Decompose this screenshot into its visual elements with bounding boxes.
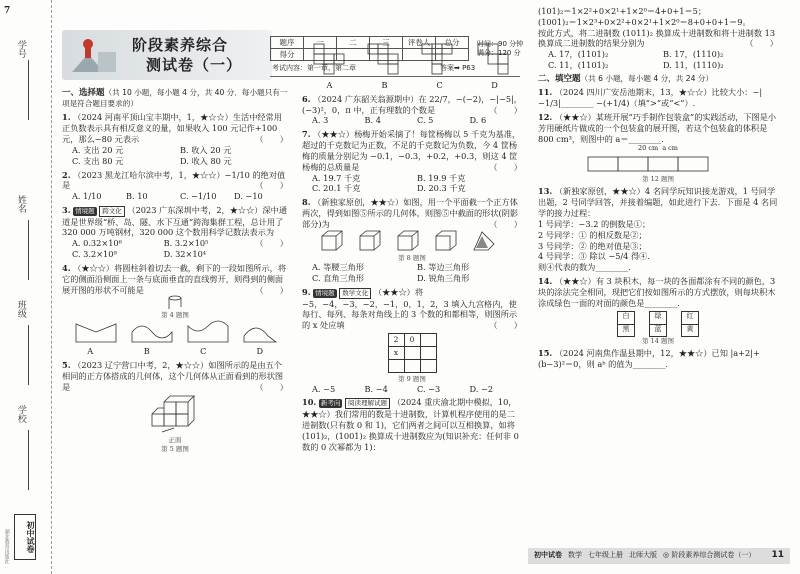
options: [302, 384, 522, 395]
answer-paren[interactable]: （ ）: [489, 320, 522, 331]
column-middle: [302, 80, 522, 455]
dim-label: a cm: [662, 144, 678, 153]
magic-square: [388, 333, 437, 373]
grid-cell: 0: [404, 334, 420, 347]
option-d[interactable]: D. 锐角三角形: [417, 273, 470, 284]
question-number: 5.: [62, 359, 71, 370]
question-text: （2024 河南平顶山宝丰期中，1，★☆☆）生活中经常用正负数表示具有相反意义的量，如果收入 100 元记作+100 元，那么−80 元表示: [62, 112, 282, 145]
question-1: [62, 112, 288, 166]
tag-situation: 情境题: [315, 289, 335, 297]
section-desc: （共 10 小题，每小题 4 分，共 40 分．每小题只有一项是符合题目要求的）: [62, 88, 288, 109]
option-b[interactable]: B. 4: [364, 115, 381, 126]
grid-cell: [420, 334, 436, 347]
figure-labels: [62, 346, 288, 357]
score-cell: 题序: [271, 37, 304, 49]
cube-3: [681, 311, 699, 337]
option-c[interactable]: C. 3.2×10⁹: [72, 249, 117, 260]
option-c[interactable]: C. 支出 80 元: [72, 155, 124, 166]
question-text: （2024 重庆渝北期中模拟，10，★★☆）我们常用的数是十进制数，计算机程序使用的是二进制数(只有数 0 和 1)，它们两者之间可以互相换算，如将 (101)₂，(1001)₂ 换算成十进制数应为(知识补充：任何非 0 数的 0 次幂都为 1)：: [302, 397, 519, 452]
grid-cell: x: [388, 347, 404, 360]
question-number: 13.: [538, 186, 553, 197]
option-d[interactable]: D. −10: [234, 191, 263, 202]
corner-mark: 7: [4, 6, 11, 16]
question-number: 2.: [62, 169, 71, 180]
tag-new: 新考向: [320, 399, 341, 408]
question-number: 6.: [302, 93, 311, 104]
option-a[interactable]: A. 3: [312, 115, 329, 126]
options: [62, 238, 255, 260]
title-banner: [62, 30, 272, 80]
section-choice: [62, 88, 288, 110]
grid-cell: [420, 347, 436, 360]
column-right: [538, 6, 778, 373]
tag-type: 跨文化: [99, 206, 125, 217]
grid-cell: [404, 347, 420, 360]
page-number: 11: [771, 550, 784, 561]
score-cell: 一: [304, 37, 337, 49]
option-a[interactable]: A. 0.32×10⁶: [72, 238, 122, 249]
option-c[interactable]: C: [200, 346, 207, 357]
question-11: [538, 87, 778, 109]
blank-line: [28, 60, 29, 120]
figure-caption: 第 14 题图: [642, 336, 674, 345]
option-b[interactable]: B: [143, 346, 150, 357]
question-text: （★☆☆）将圆柱斜着切去一截，剩下的一段如图所示，将它的侧面沿侧面上一条与底面垂直的直线剪开，则得到的侧面展开图的形状不可能是: [62, 262, 287, 295]
field-name: 姓名: [15, 195, 26, 213]
cube-1: [617, 311, 635, 337]
option-b[interactable]: B. 等边三角形: [417, 262, 470, 273]
question-text: （新独家原创，★★☆）如图，用一个平面截一个正方体两次，得到如图⑤所示的几何体，则图⑤中截面的形状(阴影部分)为: [302, 197, 519, 229]
options: [538, 49, 778, 71]
figure-caption: 第 9 题图: [398, 375, 426, 384]
blank-line: [28, 220, 29, 280]
answer-paren[interactable]: （ ）: [255, 284, 288, 295]
question-number: 10.: [302, 397, 317, 408]
score-cell: 总分: [436, 37, 469, 49]
unfold-options-icon: [62, 320, 288, 346]
option-d[interactable]: D. 6: [469, 115, 487, 126]
option-d[interactable]: D: [491, 80, 498, 90]
question-text[interactable]: （★★☆）有 3 块积木，每一块的各面都涂有不同的颜色，3 块的涂法完全相同，现把它们按如图所示的方式摆放，则每块积木涂成绿色一面的对面的颜色是________．: [538, 276, 776, 308]
question-text: （2023 黑龙江哈尔滨中考，1，★☆☆）−1/10 的绝对值是: [62, 169, 286, 191]
question-8: [302, 197, 522, 284]
option-b[interactable]: B: [381, 80, 388, 90]
full-score: 满分：120 分: [477, 49, 521, 58]
option-d[interactable]: D. 20.3 千克: [417, 183, 466, 194]
face-label: 红: [686, 311, 694, 320]
face-label: 黑: [618, 324, 634, 336]
title-line1: 阶段素养综合: [132, 36, 229, 54]
options: [302, 115, 522, 126]
cube-faces: [538, 311, 778, 337]
answer-paren[interactable]: （ ）: [489, 161, 522, 172]
question-number: 4.: [62, 262, 71, 273]
front-label: 正面: [168, 436, 182, 445]
question-number: 15.: [538, 348, 553, 359]
option-c[interactable]: C. 11，(1101)₂: [548, 60, 609, 71]
cube-stack-figure-icon: [62, 392, 288, 436]
option-d[interactable]: D. −2: [469, 383, 494, 394]
footer-subject: 数学: [568, 551, 582, 560]
face-label: 白: [622, 311, 630, 320]
question-9: [302, 287, 522, 394]
score-cell: 二: [337, 37, 370, 49]
answer-paren[interactable]: （ ）: [255, 238, 288, 249]
option-a[interactable]: A. 1/10: [72, 191, 102, 202]
figure-caption: 第 8 题图: [398, 253, 426, 262]
cut-cube-figure-icon: [302, 230, 522, 254]
options: [62, 191, 288, 202]
option-d[interactable]: D. 32×10⁴: [163, 249, 207, 260]
answer-paren[interactable]: （ ）: [255, 381, 288, 392]
question-5: [62, 360, 288, 454]
face-label: 绿: [654, 311, 662, 320]
nets-labels: [302, 80, 522, 91]
question-6: [302, 94, 522, 126]
question-7: [302, 129, 522, 194]
section-fill: [538, 74, 778, 85]
question-2: [62, 170, 288, 202]
brand-box: 初中试卷: [14, 514, 36, 560]
cube-2: [649, 311, 667, 337]
question-10: [302, 397, 522, 452]
question-text: 按此方式，将二进制数 (1011)₂ 换算成十进制数和将十进制数 13 换算成二进制数的结果分别为: [538, 27, 776, 49]
option-b[interactable]: B. 19.9 千克: [417, 172, 466, 183]
option-a[interactable]: A. −5: [312, 383, 336, 394]
figure-caption: 第 5 题图: [161, 444, 189, 453]
score-cell: 三: [370, 37, 403, 49]
option-d[interactable]: D. 11，(1110)₂: [663, 60, 724, 71]
footer-grade: 七年级上册: [588, 551, 623, 560]
figure-caption: 第 4 题图: [161, 311, 189, 320]
question-text[interactable]: （2024 四川广安岳池期末，13，★☆☆）比较大小：−|−1/3|________ −(+1/4)（填“>”或“<”）.: [538, 87, 763, 109]
question-12: [538, 112, 778, 184]
question-number: 3.: [62, 205, 71, 216]
option-a[interactable]: A: [87, 346, 94, 357]
question-text: （★★☆）杨梅开始采摘了！每筐杨梅以 5 千克为基准，超过的千克数记为正数，不足的千克数记为负数，今 4 筐杨梅的质量分别记为 −0.1，−0.3，+0.2，+0.3，则这 4 筐杨梅的总质量是: [302, 129, 521, 172]
field-student-no: 学号: [15, 40, 26, 58]
section-title: 二、填空题: [538, 73, 581, 84]
blank-line: [28, 325, 29, 385]
score-cell: 评卷人: [403, 37, 436, 49]
question-3: [62, 205, 288, 260]
option-d[interactable]: D. 收入 80 元: [180, 155, 232, 166]
question-text: （2024 广东韶关翁源期中）在 22/7，−(−2)，−|−5|，(−3)²，0，π 中，正有理数的个数是: [302, 93, 522, 115]
answer-paren[interactable]: （ ）: [255, 180, 288, 191]
time-limit: 时间：90 分钟: [477, 40, 524, 48]
face-label: 蓝: [650, 324, 666, 336]
option-c[interactable]: C. −3: [417, 383, 441, 394]
section-title: 一、选择题: [62, 88, 105, 98]
answer-ref: 答案➡ P63: [440, 64, 476, 72]
question-number: 9.: [302, 287, 311, 297]
question-text[interactable]: （★★☆）某班开展“巧手制作包装盒”的实践活动，下图是小芳用硬纸片做成的一个包装盒的展开图，若这个包装盒的体积是 800 cm³，则图中的 a＝________．: [538, 111, 777, 144]
answer-paren[interactable]: （ ）: [255, 134, 288, 145]
question-number: 14.: [538, 276, 553, 287]
option-d[interactable]: D: [256, 346, 264, 357]
option-b[interactable]: B. 收入 20 元: [180, 144, 232, 155]
option-a[interactable]: A: [326, 80, 333, 90]
tag-type: 数学文化: [339, 288, 371, 299]
option-b[interactable]: B. 10: [126, 191, 148, 202]
grid-cell: [388, 360, 404, 373]
option-a[interactable]: A. 支出 20 元: [72, 144, 124, 155]
option-b[interactable]: B. −4: [364, 383, 388, 394]
grid-cell: [404, 360, 420, 373]
question-text: （★★☆）将 −5，−4，−3，−2，−1，0，1，2，3 填入九宫格内，使每行、每列、每条对角线上的 3 个数的和都相等，则图所示的 x 处应填: [302, 287, 518, 331]
field-class: 班级: [15, 300, 26, 318]
question-number: 1.: [62, 112, 71, 123]
tag-situation: 情境题: [75, 207, 95, 216]
options: [302, 173, 522, 195]
box-net-figure-icon: [538, 153, 778, 175]
option-c[interactable]: C: [436, 80, 443, 90]
step-line: 1 号同学：−3.2 的倒数是①；: [538, 218, 651, 229]
figure-caption: 第 12 题图: [642, 174, 674, 183]
question-10-cont: [538, 6, 778, 71]
question-4: [62, 263, 288, 357]
question-text: （2023 辽宁营口中考，2，★☆☆）如图所示的是由五个相同的正方体搭成的几何体，这个几何体从正面看到的形状图是: [62, 359, 284, 392]
option-a[interactable]: A. 19.7 千克: [312, 172, 361, 183]
step-line: 4 号同学：③ 除以 −5/4 得④．: [538, 251, 656, 262]
option-b[interactable]: B. 17，(1110)₂: [663, 49, 724, 60]
tag-type: 阅读理解试题: [345, 398, 390, 409]
footer-brand: 初中试卷: [534, 551, 562, 560]
footer-title: ◎ 阶段素养综合测试卷（一）: [663, 551, 756, 560]
blank-line: [28, 430, 29, 490]
field-school: 学校: [15, 405, 26, 423]
dim-label: 20 cm: [638, 144, 659, 153]
banner-illustration-icon: [68, 34, 124, 76]
grid-cell: 2: [388, 334, 404, 347]
title-line2: 测试卷（一）: [146, 56, 243, 74]
answer-paren[interactable]: （ ）: [489, 218, 522, 229]
box-dims: [538, 144, 778, 153]
nets-figure-icon: [302, 40, 522, 80]
question-ask[interactable]: 则④代表的数为________．: [538, 262, 637, 273]
option-b[interactable]: B. 3.2×10⁵: [163, 238, 209, 249]
option-c[interactable]: C. −1/10: [180, 191, 217, 202]
option-a[interactable]: A. 等腰三角形: [312, 262, 365, 273]
worked-example-2: (1001)₂＝1×2³+0×2²+0×2¹+1×2⁰＝8+0+0+1＝9。: [538, 16, 751, 27]
answer-paren[interactable]: （ ）: [489, 104, 522, 115]
option-c[interactable]: C. 5: [417, 115, 434, 126]
option-c[interactable]: C. 20.1 千克: [312, 183, 361, 194]
page-footer: [528, 548, 790, 564]
question-number: 8.: [302, 197, 311, 208]
step-line: 2 号同学：① 的相反数是②；: [538, 229, 647, 240]
cylinder-figure-icon: [62, 295, 288, 311]
answer-paren[interactable]: （ ）: [745, 38, 778, 49]
grid-cell: [420, 360, 436, 373]
question-text: （2023 广东深圳中考，2，★☆☆）深中通道是世界级“桥、岛、隧、水下互通”跨海集群工程，总计用了 320 000 万吨钢材，320 000 这个数用科学记数法表示为: [62, 205, 288, 238]
section-desc: （共 6 小题，每小题 4 分，共 24 分）: [580, 73, 714, 83]
binding-strip: [0, 0, 52, 574]
question-text: （新独家原创，★★☆）4 名同学玩知识接龙游戏，1 号同学出题，2 号同学回答，并接着编题，如此进行下去．下面是 4 名同学的接力过程：: [538, 186, 778, 219]
score-cell: 得分: [271, 49, 304, 61]
option-c[interactable]: C. 直角三角形: [312, 273, 365, 284]
column-left: [62, 88, 288, 456]
exam-scope: 考试内容：第一章、第二章: [272, 64, 356, 72]
publisher-mark: 湖北教育出版社: [3, 529, 10, 564]
question-number: 11.: [538, 87, 553, 98]
question-number: 7.: [302, 129, 311, 140]
question-13: [538, 186, 778, 273]
worked-example-1: (101)₂＝1×2²+0×2¹+1×2⁰＝4+0+1＝5；: [538, 6, 707, 16]
question-text[interactable]: （2024 河南焦作温县期中，12，★★☆）已知 |a+2|+(b−3)²＝0，则 aᵇ 的值为________．: [538, 348, 760, 369]
step-line: 3 号同学：② 的绝对值是③；: [538, 240, 647, 251]
options: [62, 145, 288, 167]
options: [302, 262, 522, 284]
face-label: 黄: [682, 324, 698, 336]
question-number: 12.: [538, 111, 553, 122]
option-a[interactable]: A. 17，(1101)₂: [548, 49, 609, 60]
question-15: [538, 348, 778, 370]
question-14: [538, 276, 778, 345]
footer-edition: 北师大版: [629, 551, 657, 560]
